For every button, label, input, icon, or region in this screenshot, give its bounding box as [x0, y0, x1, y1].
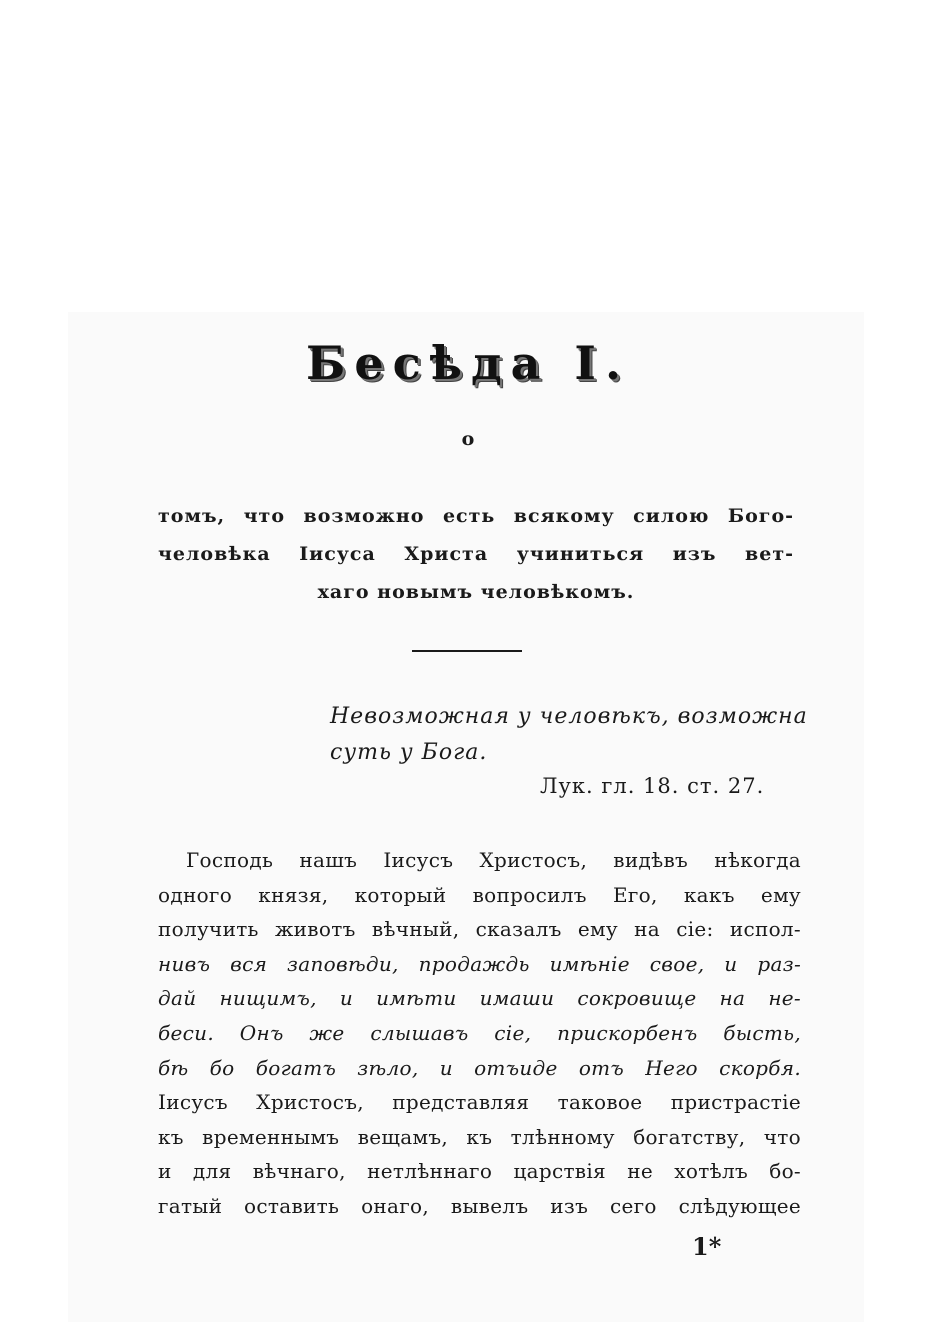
subtitle-line: хаго новымъ человѣкомъ. [317, 581, 635, 603]
epigraph-line: Невозможная у человѣкъ, возможна [330, 704, 808, 729]
title-preposition: о [461, 428, 475, 450]
page-number: 1* [692, 1232, 722, 1261]
divider-rule [412, 650, 522, 652]
subtitle-line: томъ, что возможно есть всякому силою Бого- [158, 505, 794, 527]
body-paragraph [158, 843, 801, 1224]
body-line: дай нищимъ, и имѣти имаши сокровище на не- [158, 986, 801, 1011]
body-line: получить животъ вѣчный, сказалъ ему на сіе: испол- [158, 917, 801, 942]
body-line: гатый оставить онаго, вывелъ изъ сего слѣдующее [158, 1193, 801, 1218]
body-line: къ временнымъ вещамъ, къ тлѣнному богатству, что [158, 1124, 801, 1149]
body-line: беси. Онъ же слышавъ сіе, прискорбенъ бысть, [158, 1020, 801, 1045]
epigraph-line: суть у Бога. [330, 740, 488, 765]
subtitle-line: человѣка Іисуса Христа учиниться изъ вет- [158, 543, 794, 565]
epigraph-reference: Лук. гл. 18. ст. 27. [540, 774, 765, 798]
body-line: нивъ вся заповѣди, продаждь имѣніе свое, и раз- [158, 951, 801, 976]
body-line: Господь нашъ Іисусъ Христосъ, видѣвъ нѣкогда [186, 848, 801, 872]
body-line: бѣ бо богатъ зѣло, и отъиде отъ Него скорбя. [158, 1055, 801, 1080]
chapter-heading: Бесѣда I. [306, 336, 630, 390]
chapter-subtitle [158, 497, 794, 611]
body-line: Іисусъ Христосъ, представляя таковое пристрастіе [158, 1090, 801, 1115]
body-line: одного князя, который вопросилъ Его, какъ ему [158, 882, 801, 907]
epigraph [330, 699, 808, 771]
body-line: и для вѣчнаго, нетлѣннаго царствія не хотѣлъ бо- [158, 1159, 801, 1184]
